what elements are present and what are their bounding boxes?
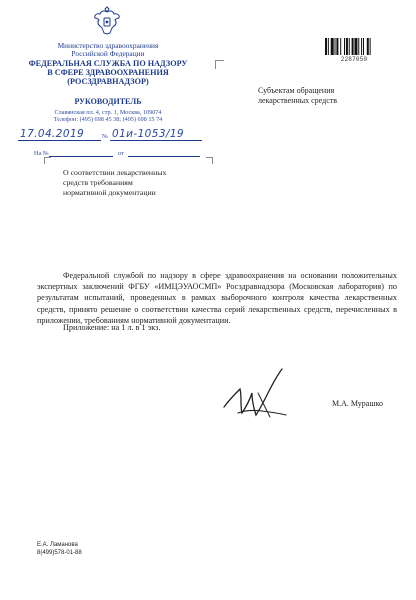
ref-from-label: от — [118, 150, 124, 157]
document-date: 17.04.2019 — [20, 128, 85, 140]
number-underline — [110, 140, 202, 141]
signature-icon — [218, 363, 306, 425]
agency-line-1: ФЕДЕРАЛЬНАЯ СЛУЖБА ПО НАДЗОРУ — [28, 59, 188, 68]
recipient-corner — [215, 60, 224, 69]
executor-info — [37, 541, 157, 557]
body-paragraph: Федеральной службой по надзору в сфере здравоохранения на основании положительных экспертных заключений ФГБУ «ИМЦЭУАОСМП» Росздравнадзора (Московская лаборатория) по результатам испытаний, проведенных в рамках выборочного контроля качества лекарственных средств, принято решение о соответствии качества серий лекарственных средств, перечисленных в приложении, требованиям нормативной документации. — [37, 271, 397, 325]
barcode-icon — [325, 38, 383, 55]
letter-body — [37, 270, 397, 326]
number-label: № — [102, 133, 108, 140]
ref-number-label: На № — [34, 150, 49, 157]
subject-corner-left — [44, 157, 51, 164]
address-line-1: Славянская пл. 4, стр. 1, Москва, 109074 — [54, 109, 162, 116]
state-emblem-icon — [91, 6, 123, 38]
ministry-line-1: Министерство здравоохранения — [57, 41, 159, 50]
department-title: РУКОВОДИТЕЛЬ — [74, 97, 142, 106]
barcode-number: 2287050 — [340, 56, 368, 63]
attachment-note — [37, 323, 397, 332]
letter-subject — [63, 168, 213, 198]
agency-address — [18, 109, 198, 123]
recipient-line-1: Субъектам обращения — [258, 86, 335, 95]
signer-name: М.А. Мурашко — [332, 399, 383, 408]
executor-name: Е.А. Ламанова — [37, 542, 78, 548]
subject-line-2: средств требованиям — [63, 178, 133, 187]
attachment-text: Приложение: на 1 л. в 1 экз. — [63, 323, 161, 332]
ref-number-underline — [49, 156, 113, 157]
subject-line-1: О соответствии лекарственных — [63, 168, 167, 177]
ref-from-underline — [128, 156, 200, 157]
subject-line-3: нормативной документации — [63, 188, 156, 197]
date-underline — [18, 140, 101, 141]
recipient — [258, 86, 398, 106]
recipient-line-2: лекарственных средств — [258, 96, 338, 105]
agency-name — [18, 59, 198, 86]
executor-phone: 8(499)578-01-88 — [37, 550, 82, 557]
ministry-name — [18, 42, 198, 58]
agency-line-3: (РОСЗДРАВНАДЗОР) — [67, 77, 149, 86]
agency-line-2: В СФЕРЕ ЗДРАВООХРАНЕНИЯ — [47, 68, 169, 77]
document-number: 01и-1053/19 — [112, 128, 184, 140]
address-line-2: Телефон: (495) 698 45 38; (495) 698 15 74 — [53, 116, 163, 124]
ministry-line-2: Российской Федерации — [71, 49, 145, 58]
subject-corner-right — [206, 157, 213, 164]
